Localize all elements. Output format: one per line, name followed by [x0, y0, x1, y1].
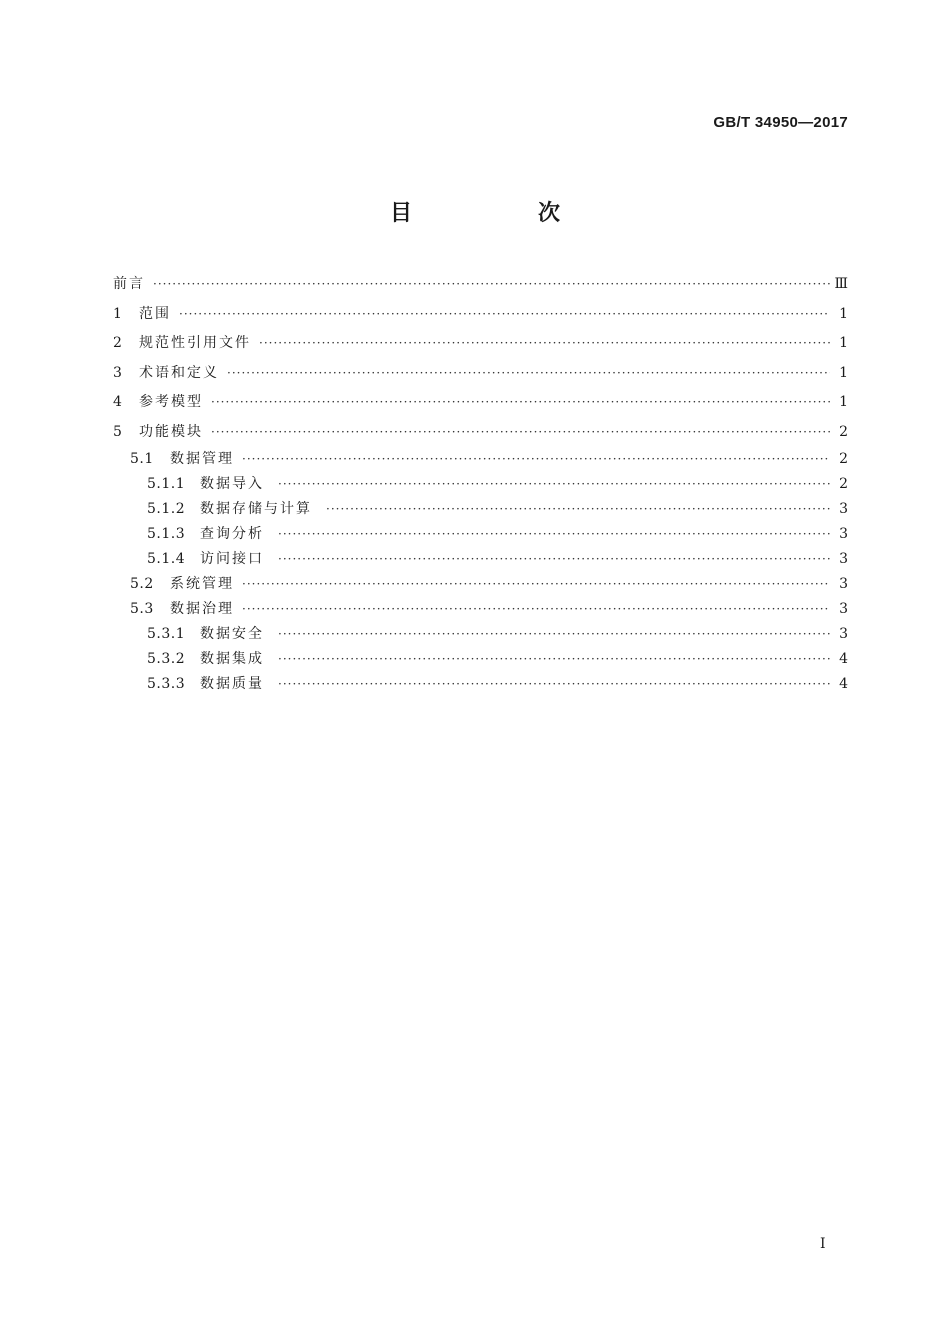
- toc-entry-5-1-2[interactable]: [113, 497, 848, 522]
- toc-label: 数据管理: [170, 451, 234, 467]
- dot-leader: [242, 447, 830, 472]
- toc-page: 3: [839, 576, 848, 592]
- toc-number: 3: [113, 364, 123, 381]
- table-of-contents: [113, 270, 848, 697]
- toc-page: 1: [839, 335, 848, 351]
- page-title: 目 次: [389, 201, 612, 226]
- toc-label: 范围: [139, 305, 171, 322]
- dot-leader: [326, 497, 830, 522]
- toc-label: 数据存储与计算: [200, 501, 312, 517]
- dot-leader: [278, 522, 830, 547]
- dot-leader: [278, 647, 830, 672]
- toc-label: 系统管理: [170, 576, 234, 592]
- toc-page: 3: [839, 626, 848, 642]
- toc-label: 数据导入: [200, 476, 264, 492]
- dot-leader: [227, 359, 830, 389]
- dot-leader: [242, 572, 830, 597]
- toc-page: 2: [839, 476, 848, 492]
- toc-entry-5-3[interactable]: [113, 597, 848, 622]
- toc-page: 2: [839, 423, 848, 440]
- toc-label: 功能模块: [139, 423, 203, 440]
- toc-entry-5-1-4[interactable]: [113, 547, 848, 572]
- toc-page: 3: [839, 551, 848, 567]
- toc-page: 4: [839, 651, 848, 667]
- toc-label: 数据安全: [200, 626, 264, 642]
- toc-number: 5.1: [130, 451, 154, 467]
- toc-page: 3: [839, 501, 848, 517]
- toc-entry-1[interactable]: [113, 300, 848, 330]
- toc-label: 参考模型: [139, 394, 203, 410]
- toc-entry-5-3-3[interactable]: [113, 672, 848, 697]
- dot-leader: [278, 547, 830, 572]
- toc-page: 2: [839, 451, 848, 467]
- dot-leader: [153, 270, 830, 300]
- toc-label: 访问接口: [200, 551, 264, 567]
- dot-leader: [259, 329, 830, 359]
- dot-leader: [278, 472, 830, 497]
- dot-leader: [278, 622, 830, 647]
- toc-label: 规范性引用文件: [139, 335, 251, 351]
- standard-code: GB/T 34950—2017: [713, 114, 848, 131]
- toc-entry-5-2[interactable]: [113, 572, 848, 597]
- toc-entry-5-1[interactable]: [113, 447, 848, 472]
- toc-label: 术语和定义: [139, 364, 219, 381]
- toc-entry-5-3-1[interactable]: [113, 622, 848, 647]
- toc-number: 1: [113, 305, 123, 322]
- toc-label: 数据质量: [200, 676, 264, 692]
- toc-number: 5.1.1: [147, 476, 186, 492]
- toc-entry-4[interactable]: [113, 388, 848, 418]
- toc-page: 1: [839, 364, 848, 381]
- toc-entry-5-1-1[interactable]: [113, 472, 848, 497]
- toc-page: 1: [839, 394, 848, 410]
- toc-entry-3[interactable]: [113, 359, 848, 389]
- toc-page: 4: [839, 676, 848, 692]
- toc-number: 5.2: [130, 576, 154, 592]
- dot-leader: [179, 300, 830, 330]
- dot-leader: [278, 672, 830, 697]
- toc-number: 5.1.2: [147, 501, 186, 517]
- toc-label: 数据集成: [200, 651, 264, 667]
- toc-label: 前言: [113, 276, 145, 292]
- toc-number: 4: [113, 394, 123, 410]
- toc-number: 5.1.4: [147, 551, 186, 567]
- toc-label: 查询分析: [200, 526, 264, 542]
- toc-page: Ⅲ: [834, 276, 848, 292]
- toc-page: 3: [839, 601, 848, 617]
- toc-number: 5.3: [130, 601, 154, 617]
- toc-number: 5.3.3: [147, 676, 186, 692]
- toc-number: 2: [113, 335, 123, 351]
- dot-leader: [211, 418, 830, 448]
- toc-entry-2[interactable]: [113, 329, 848, 359]
- toc-number: 5.3.1: [147, 626, 186, 642]
- toc-entry-5-3-2[interactable]: [113, 647, 848, 672]
- toc-number: 5.3.2: [147, 651, 186, 667]
- toc-entry-foreword[interactable]: [113, 270, 848, 300]
- toc-label: 数据治理: [170, 601, 234, 617]
- dot-leader: [242, 597, 830, 622]
- toc-entry-5-1-3[interactable]: [113, 522, 848, 547]
- page-number: I: [820, 1236, 826, 1252]
- toc-entry-5[interactable]: [113, 418, 848, 448]
- dot-leader: [211, 388, 830, 418]
- toc-page: 1: [839, 305, 848, 322]
- toc-page: 3: [839, 526, 848, 542]
- toc-number: 5: [113, 423, 123, 440]
- toc-number: 5.1.3: [147, 526, 186, 542]
